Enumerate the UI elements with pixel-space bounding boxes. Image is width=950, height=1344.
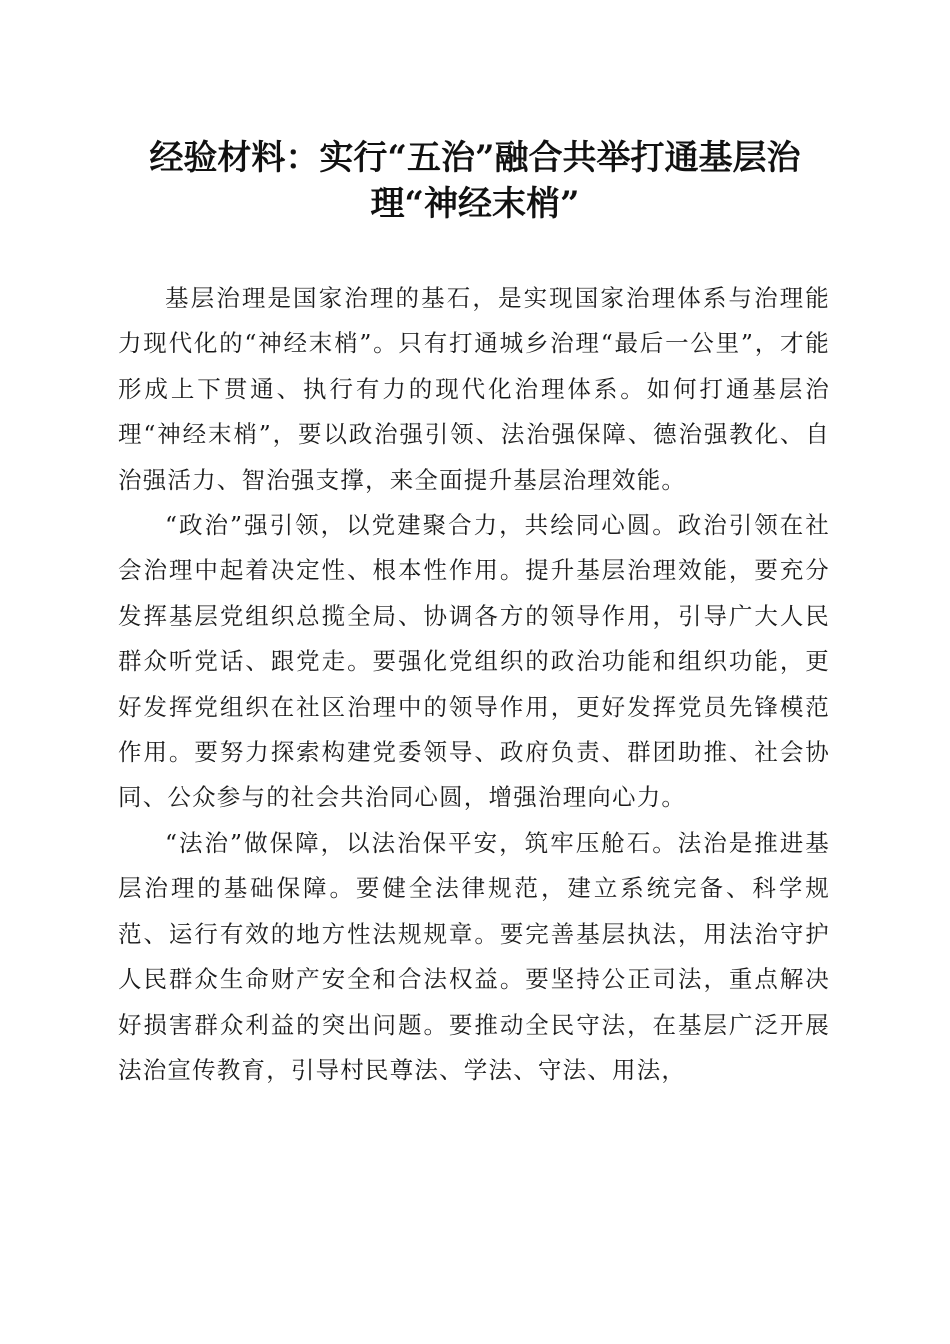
document-title: 经验材料：实行“五治”融合共举打通基层治理“神经末梢”: [149, 138, 801, 224]
document-body: [118, 276, 830, 1093]
paragraph-intro: 基层治理是国家治理的基石，是实现国家治理体系与治理能力现代化的“神经末梢”。只有打通城乡治理“最后一公里”，才能形成上下贯通、执行有力的现代化治理体系。如何打通基层治理“神经末梢”，要以政治强引领、法治强保障、德治强教化、自治强活力、智治强支撑，来全面提升基层治理效能。: [118, 284, 830, 494]
paragraph-political-governance: “政治”强引领，以党建聚合力，共绘同心圆。政治引领在社会治理中起着决定性、根本性作用。提升基层治理效能，要充分发挥基层党组织总揽全局、协调各方的领导作用，引导广大人民群众听党话、跟党走。要强化党组织的政治功能和组织功能，更好发挥党组织在社区治理中的领导作用，更好发挥党员先锋模范作用。要努力探索构建党委领导、政府负责、群团助推、社会协同、公众参与的社会共治同心圆，增强治理向心力。: [118, 511, 830, 812]
paragraph-rule-of-law: “法治”做保障，以法治保平安，筑牢压舱石。法治是推进基层治理的基础保障。要健全法律规范，建立系统完备、科学规范、运行有效的地方性法规规章。要完善基层执法，用法治守护人民群众生命财产安全和合法权益。要坚持公正司法，重点解决好损害群众利益的突出问题。要推动全民守法，在基层广泛开展法治宣传教育，引导村民尊法、学法、守法、用法，: [118, 828, 830, 1084]
